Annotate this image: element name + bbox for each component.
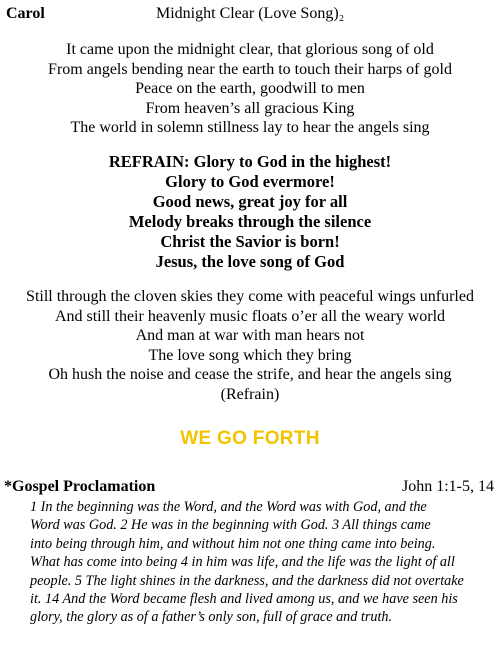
refrain-line: Good news, great joy for all xyxy=(152,192,348,211)
gospel-title: *Gospel Proclamation xyxy=(4,478,156,495)
reading-line: it. 14 And the Word became flesh and lived among us, and we have seen his xyxy=(30,591,458,608)
refrain-line: Christ the Savior is born! xyxy=(160,232,340,251)
refrain-line: REFRAIN: Glory to God in the highest! xyxy=(108,152,392,171)
reading-line: glory, the glory as of a father’s only son, full of grace and truth. xyxy=(30,609,393,626)
lyric-line: Still through the cloven skies they come with peaceful wings unfurled xyxy=(26,288,474,305)
lyric-line: And still their heavenly music floats o’er all the weary world xyxy=(54,307,446,325)
lyric-line: And man at war with man hears not xyxy=(135,327,365,344)
scripture-reference: John 1:1-5, 14 xyxy=(402,478,494,495)
reading-line: people. 5 The light shines in the darkness, and the darkness did not overtake xyxy=(30,572,464,589)
lyric-line: The love song which they bring xyxy=(148,346,352,364)
gospel-reading xyxy=(30,498,498,627)
reading-line: 1 In the beginning was the Word, and the Word was with God, and the xyxy=(30,499,427,515)
lyric-line: From heaven’s all gracious King xyxy=(145,99,355,117)
refrain-line: Jesus, the love song of God xyxy=(155,252,345,271)
refrain-line: Glory to God evermore! xyxy=(165,172,335,191)
refrain-line: Melody breaks through the silence xyxy=(128,212,372,231)
lyric-line: From angels bending near the earth to touch their harps of gold xyxy=(48,60,452,78)
section-heading: WE GO FORTH xyxy=(180,428,320,449)
verse-1 xyxy=(0,40,500,138)
reading-line: into being through him, and without him not one thing came into being. xyxy=(30,535,436,552)
refrain xyxy=(0,152,500,272)
reading-line: What has come into being 4 in him was life, and the life was the light of all xyxy=(30,554,455,571)
refrain-cue: (Refrain) xyxy=(220,385,280,403)
lyric-line: It came upon the midnight clear, that glorious song of old xyxy=(66,41,434,58)
hymn-title: Midnight Clear (Love Song)₂ xyxy=(156,5,345,22)
section-label: Carol xyxy=(6,5,45,22)
lyric-line: Peace on the earth, goodwill to men xyxy=(135,80,365,97)
lyric-line: Oh hush the noise and cease the strife, and hear the angels sing xyxy=(48,366,452,383)
lyric-line: The world in solemn stillness lay to hear the angels sing xyxy=(70,119,430,136)
gospel-header xyxy=(4,478,494,500)
reading-line: Word was God. 2 He was in the beginning with God. 3 All things came xyxy=(30,517,431,534)
verse-2 xyxy=(0,287,500,404)
carol-header xyxy=(6,5,494,27)
